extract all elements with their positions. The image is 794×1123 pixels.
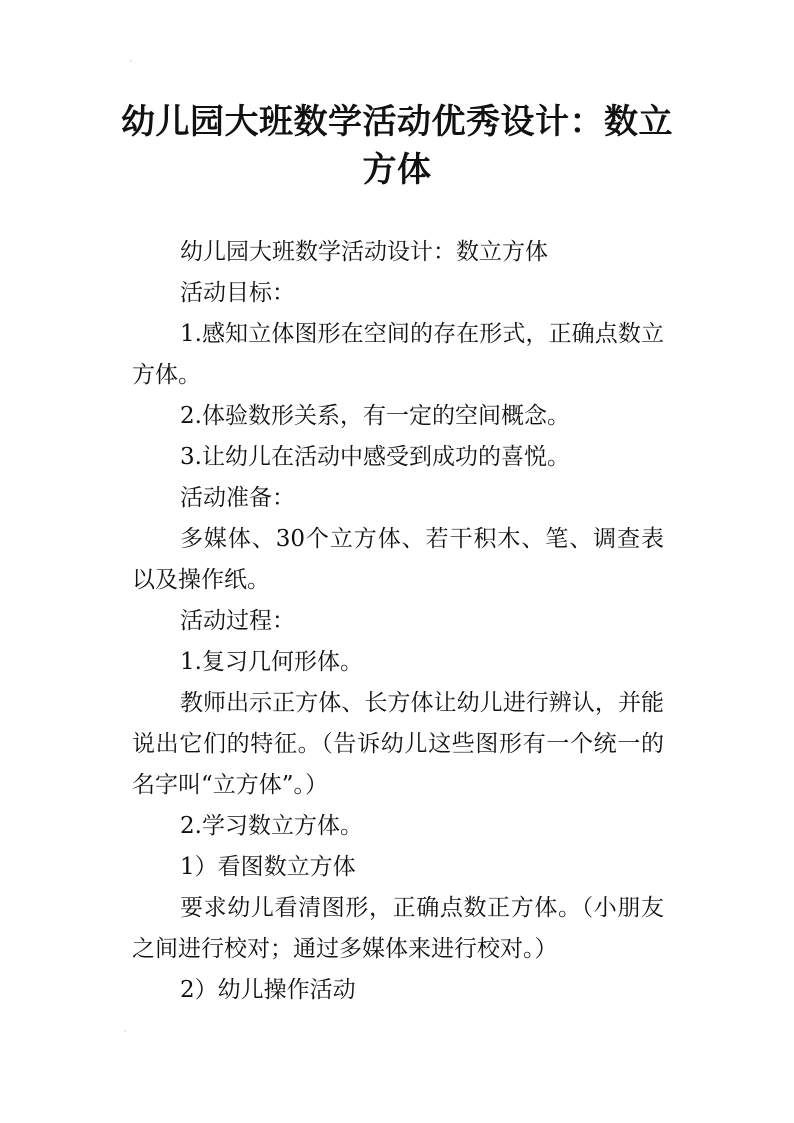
paragraph-goal-1: 1.感知立体图形在空间的存在形式，正确点数立方体。	[132, 321, 664, 388]
paragraph-step-2-2: 2）幼儿操作活动	[180, 977, 356, 1003]
paragraph-step-1-detail: 教师出示正方体、长方体让幼儿进行辨认，并能说出它们的特征。（告诉幼儿这些图形有一个统一的名字叫“立方体”。）	[132, 690, 664, 798]
paragraph-goal-3: 3.让幼儿在活动中感受到成功的喜悦。	[180, 444, 570, 470]
paragraph-step-2-1: 1）看图数立方体	[180, 854, 356, 880]
corner-mark-bottom: ˊ	[122, 1030, 127, 1041]
paragraph-step-1: 1.复习几何形体。	[180, 649, 363, 675]
paragraph-goals-heading: 活动目标：	[180, 280, 295, 306]
paragraph-step-2: 2.学习数立方体。	[180, 813, 363, 839]
paragraph-goal-2: 2.体验数形关系，有一定的空间概念。	[180, 403, 570, 429]
document-title: 幼儿园大班数学活动优秀设计：数立方体	[121, 102, 673, 190]
paragraph-preparation: 多媒体、30个立方体、若干积木、笔、调查表以及操作纸。	[132, 526, 664, 593]
paragraph-preparation-heading: 活动准备：	[180, 485, 295, 511]
paragraph-process-heading: 活动过程：	[180, 608, 295, 634]
corner-mark-top: ˊ	[128, 60, 133, 71]
paragraph-subtitle: 幼儿园大班数学活动设计：数立方体	[180, 239, 548, 265]
paragraph-step-2-1-detail: 要求幼儿看清图形，正确点数正方体。（小朋友之间进行校对；通过多媒体来进行校对。）	[132, 895, 664, 962]
document-body	[132, 232, 664, 1011]
